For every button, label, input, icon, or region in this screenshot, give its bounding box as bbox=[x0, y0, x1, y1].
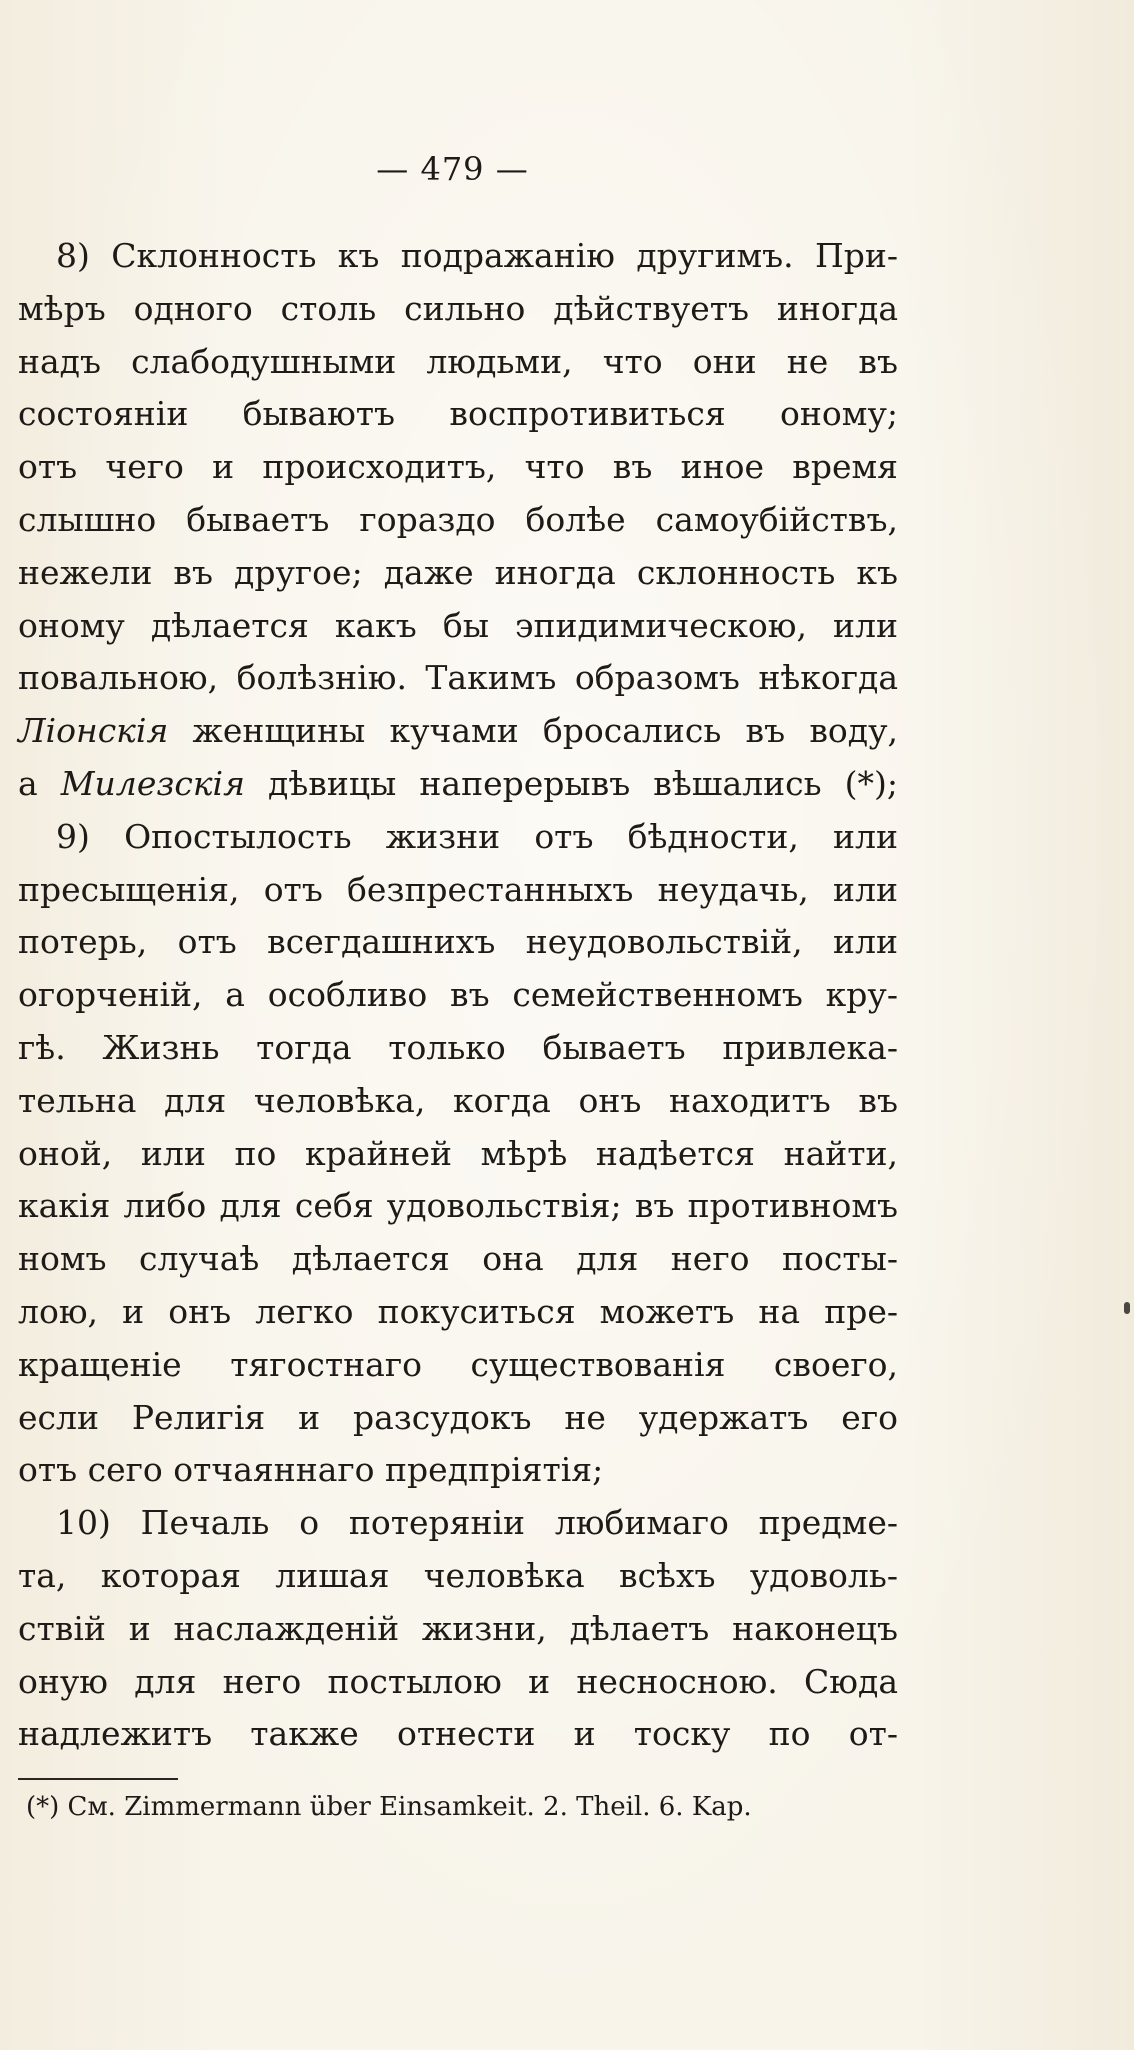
text-line: тельна для человѣка, когда онъ находитъ въ bbox=[18, 1080, 898, 1120]
text-line: нежели въ другое; даже иногда склонность къ bbox=[18, 552, 898, 592]
text-line: лою, и онъ легко покуситься можетъ на пре- bbox=[18, 1291, 898, 1331]
text-line: отъ чего и происходитъ, что въ иное время bbox=[18, 447, 898, 487]
text-line: мѣръ одного столь сильно дѣйствуетъ иногда bbox=[18, 288, 898, 328]
text-line: огорченій, а особливо въ семейственномъ кру- bbox=[18, 975, 898, 1015]
text-line: кращеніе тягостнаго существованія своего, bbox=[18, 1344, 898, 1384]
text-line: 8) Склонность къ подражанію другимъ. При- bbox=[56, 236, 898, 275]
text-line bbox=[18, 758, 898, 811]
text-line: оной, или по крайней мѣрѣ надѣется найти, bbox=[18, 1133, 898, 1173]
main-text bbox=[18, 230, 898, 1761]
text-line: пресыщенія, отъ безпрестанныхъ неудачь, или bbox=[18, 869, 898, 909]
text-line: надъ слабодушными людьми, что они не въ bbox=[18, 341, 898, 381]
text-line: отъ сего отчаяннаго предпріятія; bbox=[18, 1450, 604, 1490]
footnote: (*) См. Zimmermann über Einsamkeit. 2. Theil. 6. Kap. bbox=[26, 1792, 752, 1822]
text-line: слышно бываетъ гораздо болѣе самоубійствъ, bbox=[18, 499, 898, 539]
line-text: а bbox=[18, 763, 61, 803]
text-line bbox=[18, 705, 898, 758]
text-line: гѣ. Жизнь тогда только бываетъ привлека- bbox=[18, 1027, 898, 1067]
text-line: надлежитъ также отнести и тоску по от- bbox=[18, 1714, 898, 1754]
text-line: ствій и наслажденій жизни, дѣлаетъ наконецъ bbox=[18, 1608, 898, 1648]
text-line: оную для него постылою и несносною. Сюда bbox=[18, 1661, 898, 1701]
footnote-divider bbox=[18, 1778, 178, 1780]
text-line: какія либо для себя удовольствія; въ противномъ bbox=[18, 1186, 898, 1226]
text-line: потерь, отъ всегдашнихъ неудовольствій, или bbox=[18, 922, 898, 962]
text-line: та, которая лишая человѣка всѣхъ удоволь- bbox=[18, 1555, 898, 1595]
text-line: 9) Опостылость жизни отъ бѣдности, или bbox=[56, 816, 898, 856]
emphasis-text: Милезскія bbox=[60, 763, 245, 803]
text-line: оному дѣлается какъ бы эпидимическою, или bbox=[18, 605, 898, 645]
text-line: номъ случаѣ дѣлается она для него посты- bbox=[18, 1239, 898, 1279]
line-text: женщины кучами бросались въ воду, bbox=[168, 711, 898, 751]
line-text: дѣвицы наперерывъ вѣшались (*); bbox=[244, 763, 898, 803]
emphasis-text: Ліонскія bbox=[18, 711, 169, 751]
text-line: если Религія и разсудокъ не удержатъ его bbox=[18, 1397, 898, 1437]
text-line: 10) Печаль о потеряніи любимаго предме- bbox=[56, 1503, 898, 1543]
ink-spot bbox=[1124, 1302, 1130, 1314]
text-line: повальною, болѣзнію. Такимъ образомъ нѣкогда bbox=[18, 658, 898, 698]
text-line: состояніи бываютъ воспротивиться оному; bbox=[18, 394, 898, 434]
page-number: — 479 — bbox=[376, 150, 529, 188]
